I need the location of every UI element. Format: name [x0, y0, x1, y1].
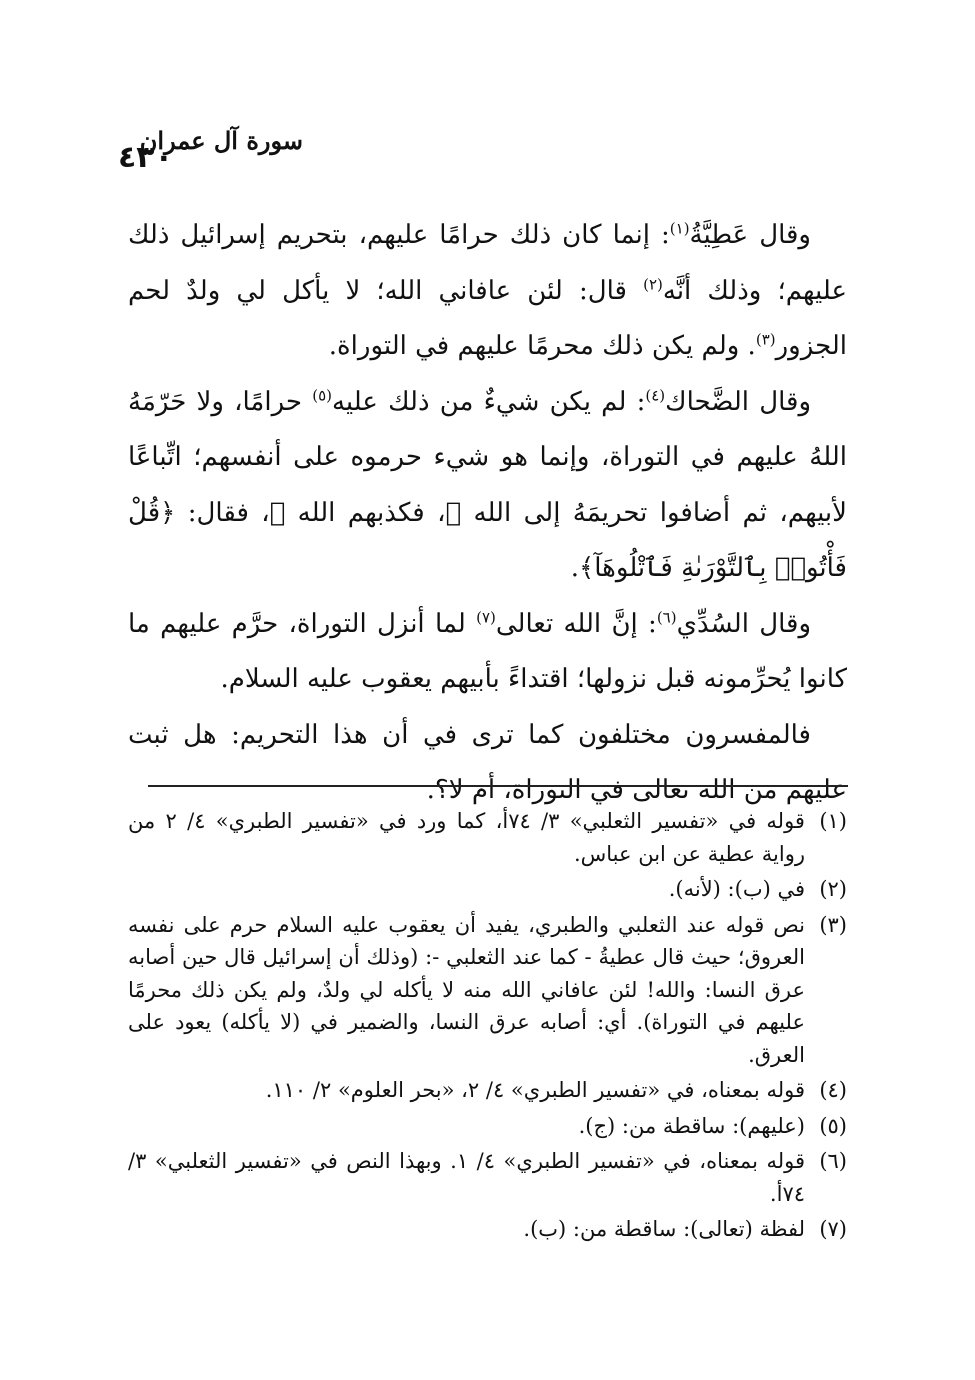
- footnote: [128, 1145, 847, 1210]
- footnote: [128, 805, 847, 870]
- running-title: سورة آل عمران: [139, 126, 303, 155]
- footnote-marker: (١): [669, 219, 690, 238]
- paragraph: [128, 708, 847, 819]
- paragraph-text: : إنَّ الله تعالى: [495, 608, 657, 639]
- footnote-marker: (٤): [645, 385, 666, 404]
- footnote-marker: (٥): [312, 385, 332, 404]
- paragraph: [128, 597, 847, 708]
- footnote-text: قوله بمعناه، في «تفسير الطبري» ٤/ ٢، «بحر العلوم» ٢/ ١١٠.: [265, 1078, 805, 1102]
- footnote-number: (٦): [819, 1149, 847, 1173]
- paragraph-text: : لم يكن شيءٌ من ذلك عليه: [331, 386, 646, 417]
- paragraph-text: . ولم يكن ذلك محرمًا عليهم في التوراة.: [328, 331, 756, 361]
- footnote-number: (٤): [819, 1078, 847, 1102]
- footnote-marker: (٢): [643, 274, 663, 293]
- footnote: [128, 1074, 847, 1107]
- footnote-text: لفظة (تعالى): ساقطة من: (ب).: [523, 1217, 805, 1241]
- footnote-number: (٢): [819, 877, 847, 901]
- footnote: [128, 873, 847, 906]
- paragraph-text: فالمفسرون مختلفون كما ترى في أن هذا التحريم: هل ثبت عليهم من الله تعالى في التوراة، أم لا؟.: [128, 719, 847, 805]
- footnote-marker: (٣): [755, 330, 776, 349]
- footnote-number: (٣): [819, 912, 847, 937]
- paragraph: [128, 375, 847, 597]
- paragraph-text: وقال عَطِيَّةُ: [689, 220, 811, 250]
- footnote: [128, 1213, 847, 1246]
- footnotes: [128, 805, 847, 1249]
- footnote-text: (عليهم): ساقطة من: (ج).: [578, 1113, 805, 1138]
- paragraph-text: لما أنزل التوراة، حرَّم عليهم ما كانوا يُحرِّمونه قبل نزولها؛ اقتداءً بأبيهم يعقوب عليه السلام.: [128, 608, 847, 694]
- paragraph-text: وقال السُدِّي: [676, 608, 812, 639]
- paragraph-text: وقال الضَّحاك: [665, 386, 811, 417]
- footnote-marker: (٧): [476, 607, 496, 626]
- footnote: [128, 1110, 847, 1143]
- footnote-number: (٥): [819, 1113, 847, 1138]
- footnote-text: قوله في «تفسير الثعلبي» ٣/ ٧٤أ، كما ورد في «تفسير الطبري» ٤/ ٢ من رواية عطية عن ابن عباس.: [128, 809, 805, 866]
- footnote-text: نص قوله عند الثعلبي والطبري، يفيد أن يعقوب عليه السلام حرم على نفسه العروق؛ حيث قال عطيةُ - كما عند الثعلبي -: (وذلك أن إسرائيل قال حين أصابه عرق النسا: والله! لئن عافاني الله منه لا يأكله لي ولدٌ، ولم يكن ذلك محرمًا عليهم في التوراة). أي: أصابه عرق النسا، والضمير في (لا يأكله) يعود على العرق.: [128, 912, 805, 1067]
- paragraph-text: حرامًا، ولا حَرّمَهُ اللهُ عليهم في التوراة، وإنما هو شيء حرموه على أنفسهم؛ اتِّباعًا لأبيهم، ثم أضافوا تحريمَهُ إلى الله ﷻ، فكذبهم الله ﷻ، فقال: ﴿قُلْ فَأْتُوا۟ بِٱلتَّوْرَىٰةِ فَٱتْلُوهَآ﴾.: [128, 386, 847, 583]
- footnote-marker: (٦): [656, 607, 677, 626]
- main-text: [128, 208, 847, 819]
- footnote-divider: [148, 785, 848, 787]
- page-number: ٤٣٠: [118, 140, 173, 175]
- paragraph-text: قال: لئن عافاني الله؛ لا يأكل لي ولدٌ لحم الجزور: [128, 275, 847, 361]
- footnote-text: في (ب): (لأنه).: [668, 877, 805, 901]
- footnote-number: (١): [819, 809, 847, 833]
- footnote-text: قوله بمعناه، في «تفسير الطبري» ٤/ ١. وبهذا النص في «تفسير الثعلبي» ٣/ ٧٤أ.: [128, 1149, 805, 1206]
- paragraph-text: : إنما كان ذلك حرامًا عليهم، بتحريم إسرائيل ذلك عليهم؛ وذلك أنَّه: [128, 220, 848, 306]
- footnote: [128, 909, 847, 1072]
- footnote-number: (٧): [819, 1217, 847, 1241]
- paragraph: [128, 208, 847, 375]
